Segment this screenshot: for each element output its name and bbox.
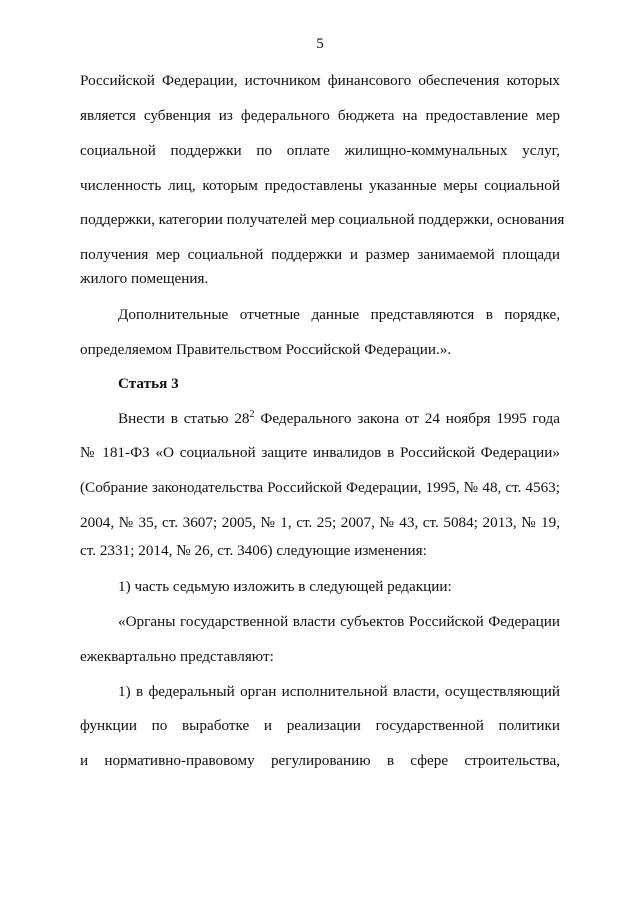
paragraph-6-line-2: функции по выработке и реализации государственной политики <box>80 717 560 734</box>
page-number: 5 <box>316 36 324 52</box>
paragraph-6-line-3: и нормативно-правовому регулированию в сфере строительства, <box>80 752 560 769</box>
paragraph-3-line-2: № 181-ФЗ «О социальной защите инвалидов в Российской Федерации» <box>80 444 560 461</box>
paragraph-3-line-4: 2004, № 35, ст. 3607; 2005, № 1, ст. 25; 2007, № 43, ст. 5084; 2013, № 19, <box>80 514 560 531</box>
paragraph-3-line-1-part-1: Внести в статью 28 <box>118 410 250 427</box>
paragraph-3-line-1-part-2: Федерального закона от 24 ноября 1995 года <box>254 410 561 427</box>
paragraph-1-line-7: жилого помещения. <box>80 270 209 287</box>
paragraph-2-line-1: Дополнительные отчетные данные представляются в порядке, <box>118 306 560 323</box>
paragraph-1-line-5: поддержки, категории получателей мер социальной поддержки, основания <box>80 211 565 228</box>
paragraph-5-line-2: ежеквартально представляют: <box>80 648 274 665</box>
paragraph-1-line-4: численность лиц, которым предоставлены указанные меры социальной <box>80 177 560 194</box>
article-heading: Статья 3 <box>118 375 179 392</box>
paragraph-1-line-2: является субвенция из федерального бюджета на предоставление мер <box>80 107 560 124</box>
paragraph-3-line-1 <box>118 410 560 428</box>
paragraph-5-line-1: «Органы государственной власти субъектов Российской Федерации <box>118 613 560 630</box>
paragraph-1-line-3: социальной поддержки по оплате жилищно-коммунальных услуг, <box>80 142 560 159</box>
paragraph-3-line-3: (Собрание законодательства Российской Федерации, 1995, № 48, ст. 4563; <box>80 479 560 496</box>
paragraph-1-line-1: Российской Федерации, источником финансового обеспечения которых <box>80 72 560 89</box>
article-number-superscript: 2 <box>249 408 255 420</box>
paragraph-4-line-1: 1) часть седьмую изложить в следующей редакции: <box>118 578 452 595</box>
paragraph-3-line-5: ст. 2331; 2014, № 26, ст. 3406) следующие изменения: <box>80 542 427 559</box>
paragraph-1-line-6: получения мер социальной поддержки и размер занимаемой площади <box>80 246 560 263</box>
paragraph-6-line-1: 1) в федеральный орган исполнительной власти, осуществляющий <box>118 683 560 700</box>
paragraph-2-line-2: определяемом Правительством Российской Федерации.». <box>80 341 452 358</box>
